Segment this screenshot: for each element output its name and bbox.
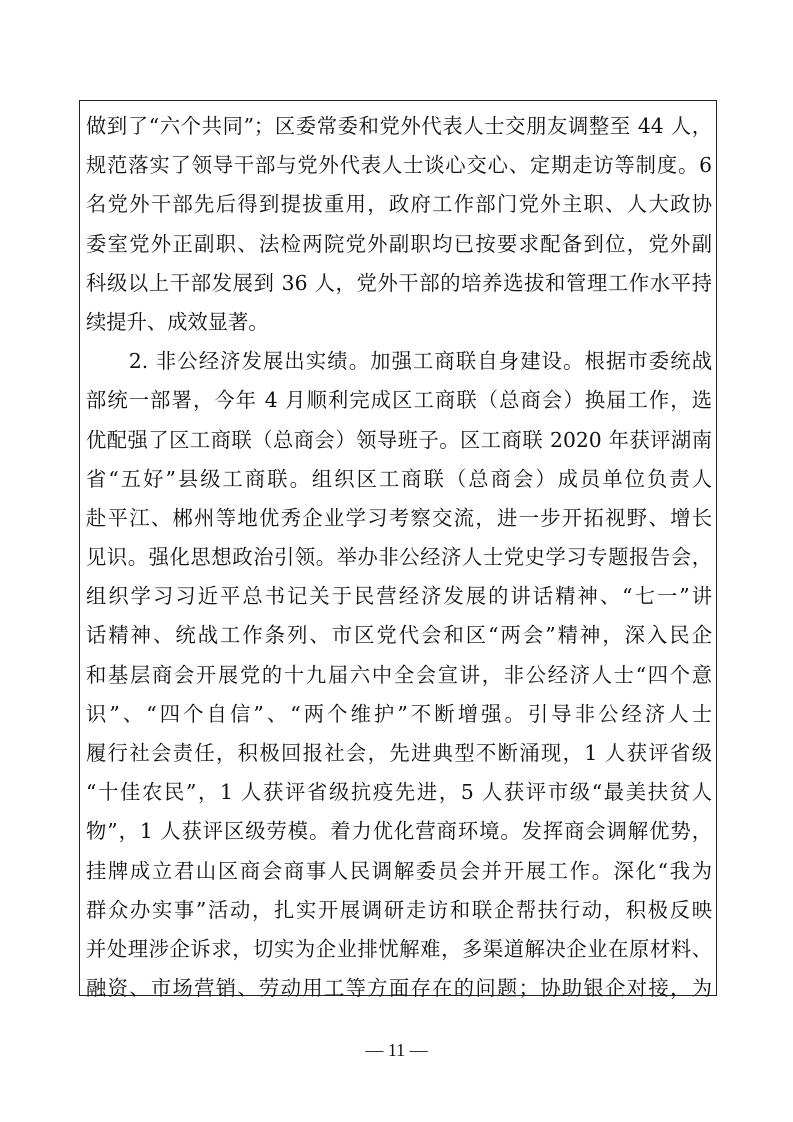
text-line: 话精神、统战工作条列、市区党代会和区“两会”精神，深入民企 [86,623,712,648]
text-line: 见识。强化思想政治引领。举办非公经济人士党史学习专题报告会， [86,545,712,570]
text-line: 挂牌成立君山区商会商事人民调解委员会并开展工作。深化“我为 [86,858,712,883]
text-line: 赴平江、郴州等地优秀企业学习考察交流，进一步开拓视野、增长 [86,505,712,530]
text-line: 融资、市场营销、劳动用工等方面存在的问题；协助银企对接，为 [86,976,712,1001]
text-line: 并处理涉企诉求，切实为企业排忧解难，多渠道解决企业在原材料、 [86,936,712,961]
text-line: “十佳农民”，1 人获评省级抗疫先进，5 人获评市级“最美扶贫人 [86,780,712,805]
text-line: 续提升、成效显著。 [86,309,269,334]
text-line: 群众办实事”活动，扎实开展调研走访和联企帮扶行动，积极反映 [86,897,712,922]
text-line: 履行社会责任，积极回报社会，先进典型不断涌现，1 人获评省级 [86,741,712,765]
text-line: 科级以上干部发展到 36 人，党外干部的培养选拔和管理工作水平持 [86,270,712,295]
text-line: 2. 非公经济发展出实绩。加强工商联自身建设。根据市委统战 [86,349,712,374]
text-line: 做到了“六个共同”；区委常委和党外代表人士交朋友调整至 44 人， [86,114,712,138]
body-text [86,107,712,1008]
text-line: 规范落实了领导干部与党外代表人士谈心交心、定期走访等制度。6 [86,153,712,178]
text-line: 优配强了区工商联（总商会）领导班子。区工商联 2020 年获评湖南 [86,427,712,452]
page-number: — 11 — [365,1040,428,1060]
text-line: 委室党外正副职、法检两院党外副职均已按要求配备到位，党外副 [86,231,712,256]
text-line: 组织学习习近平总书记关于民营经济发展的讲话精神、“七一”讲 [86,584,712,609]
text-line: 物”，1 人获评区级劳模。着力优化营商环境。发挥商会调解优势， [86,819,712,844]
text-line: 省“五好”县级工商联。组织区工商联（总商会）成员单位负责人 [86,466,712,491]
text-line: 和基层商会开展党的十九届六中全会宣讲，非公经济人士“四个意 [86,662,712,687]
text-line: 识”、“四个自信”、“两个维护”不断增强。引导非公经济人士 [86,701,712,726]
text-line: 部统一部署，今年 4 月顺利完成区工商联（总商会）换届工作，选 [86,388,712,413]
text-line: 名党外干部先后得到提拔重用，政府工作部门党外主职、人大政协 [86,192,712,217]
